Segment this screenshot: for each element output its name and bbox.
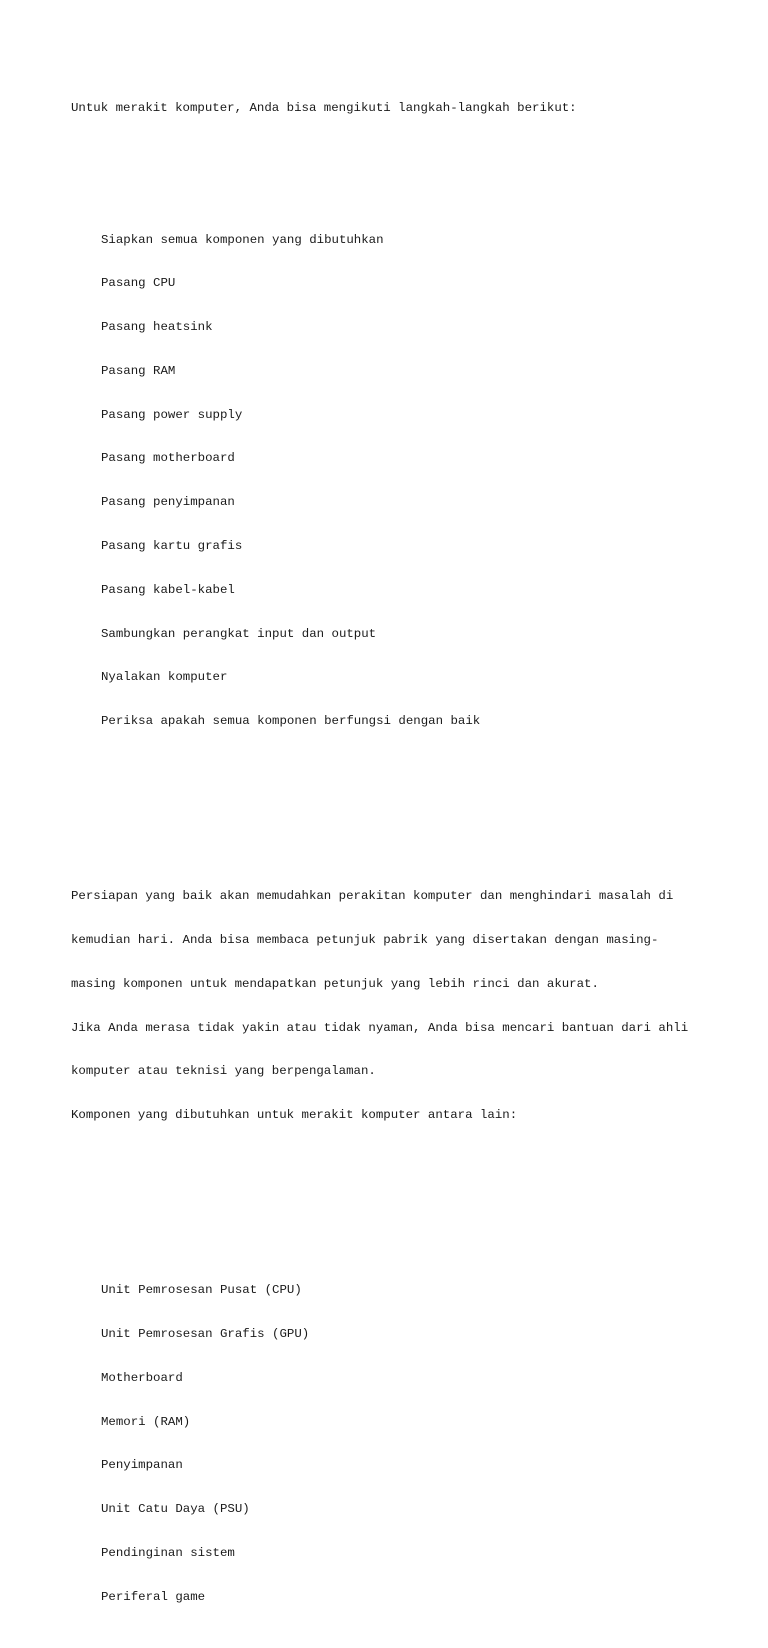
step-item: Pasang RAM — [101, 363, 176, 378]
document-page — [71, 72, 711, 1648]
paragraph-line: Jika Anda merasa tidak yakin atau tidak nyaman, Anda bisa mencari bantuan dari ahli — [71, 1020, 689, 1035]
step-item: Sambungkan perangkat input dan output — [101, 626, 377, 641]
step-item: Pasang kabel-kabel — [101, 582, 235, 597]
step-item: Pasang heatsink — [101, 320, 213, 335]
step-item: Pasang CPU — [101, 276, 176, 291]
step-item: Pasang penyimpanan — [101, 495, 235, 510]
step-item: Nyalakan komputer — [101, 670, 228, 685]
component-item: Motherboard — [101, 1370, 183, 1385]
components-list — [71, 1254, 711, 1633]
component-item: Pendinginan sistem — [101, 1545, 235, 1560]
spacer — [71, 145, 711, 160]
step-item: Pasang power supply — [101, 407, 243, 422]
spacer — [71, 802, 711, 817]
component-item: Penyimpanan — [101, 1458, 183, 1473]
component-item: Unit Catu Daya (PSU) — [101, 1502, 250, 1517]
component-item: Unit Pemrosesan Pusat (CPU) — [101, 1283, 302, 1298]
paragraph-line: masing komponen untuk mendapatkan petunjuk yang lebih rinci dan akurat. — [71, 976, 599, 991]
spacer — [71, 1196, 711, 1211]
component-item: Memori (RAM) — [101, 1414, 191, 1429]
step-item: Siapkan semua komponen yang dibutuhkan — [101, 232, 384, 247]
paragraph-line: kemudian hari. Anda bisa membaca petunjuk pabrik yang disertakan dengan masing- — [71, 933, 659, 948]
step-item: Pasang motherboard — [101, 451, 235, 466]
paragraph-line: Komponen yang dibutuhkan untuk merakit komputer antara lain: — [71, 1108, 518, 1123]
step-item: Pasang kartu grafis — [101, 539, 243, 553]
paragraph-line: Persiapan yang baik akan memudahkan perakitan komputer dan menghindari masalah di — [71, 889, 674, 904]
intro-text: Untuk merakit komputer, Anda bisa mengikuti langkah-langkah berikut: — [71, 101, 577, 116]
paragraph-line: komputer atau teknisi yang berpengalaman. — [71, 1064, 376, 1079]
body-paragraph — [71, 860, 711, 1152]
component-item: Periferal game — [101, 1589, 206, 1604]
steps-list — [71, 203, 711, 758]
component-item: Unit Pemrosesan Grafis (GPU) — [101, 1327, 310, 1342]
step-item: Periksa apakah semua komponen berfungsi dengan baik — [101, 714, 481, 729]
